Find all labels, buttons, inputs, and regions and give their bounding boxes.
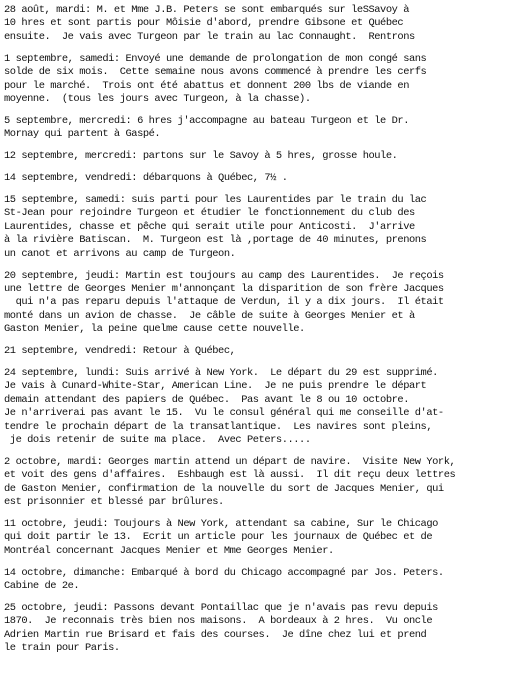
entry-line: Je n'arriverai pas avant le 15. Vu le consul général qui me conseille d'at- [4,407,444,420]
entry-line: 2 octobre, mardi: Georges martin attend un départ de navire. Visite New York, [4,455,456,468]
entry-line: 10 hres et sont partis pour Môisie d'abord, prendre Gibsone et Québec [4,17,404,30]
diary-entry [4,53,515,107]
entry-line: je dois retenir de suite ma place. Avec Peters..... [4,433,311,446]
entry-line: 24 septembre, lundi: Suis arrivé à New York. Le départ du 29 est supprimé. [4,366,438,379]
entry-line: 1 septembre, samedi: Envoyé une demande de prolongation de mon congé sans [4,52,427,65]
entry-line: moyenne. (tous les jours avec Turgeon, à la chasse). [4,92,311,105]
entry-line: ensuite. Je vais avec Turgeon par le train au lac Connaught. Rentrons [4,30,415,43]
entry-line: 20 septembre, jeudi: Martin est toujours au camp des Laurentides. Je reçois [4,269,444,282]
entry-line: St-Jean pour rejoindre Turgeon et étudier le fonctionnement du club des [4,207,415,220]
entry-line: solde de six mois. Cette semaine nous avons commencé à prendre les cerfs [4,66,427,79]
entry-line: Cabine de 2e. [4,580,80,593]
entry-line: 14 septembre, vendredi: débarquons à Québec, 7½ . [4,172,288,185]
entry-line: est prisonnier et blessé par brûlures. [4,496,224,509]
entry-line: monté dans un avion de chasse. Je câble de suite à Georges Menier et à [4,309,415,322]
entry-line: et voit des gens d'affaires. Eshbaugh est là aussi. Il dit reçu deux lettres [4,469,456,482]
entry-line: 28 août, mardi: M. et Mme J.B. Peters se sont embarqués sur leSSavoy à [4,4,409,16]
entry-line: pour le marché. Trois ont été abattus et donnent 200 lbs de viande en [4,79,409,92]
entry-line: Adrien Martin rue Brisard et fais des courses. Je dîne chez lui et prend [4,628,427,641]
entry-line: 1870. Je reconnais très bien nos maisons. A bordeaux à 2 hres. Vu oncle [4,615,433,628]
entry-line: de Gaston Menier, confirmation de la nouvelle du sort de Jacques Menier, qui [4,482,444,495]
entry-line: 21 septembre, vendredi: Retour à Québec, [4,345,236,358]
diary-entry [4,150,515,163]
entry-line: tendre le prochain départ de la transatlantique. Les navires sont pleins, [4,420,433,433]
entry-line: Mornay qui partent à Gaspé. [4,128,161,141]
entry-line: Laurentides, chasse et pêche qui serait utile pour Anticosti. J'arrive [4,220,415,233]
diary-entry [4,345,515,358]
diary-entry [4,367,515,447]
entry-line: 5 septembre, mercredi: 6 hres j'accompagne au bateau Turgeon et le Dr. [4,114,409,127]
entry-line: un canot et arrivons au camp de Turgeon. [4,247,236,260]
entry-line: qui n'a pas reparu depuis l'attaque de Verdun, il y a dix jours. Il était [4,296,444,309]
entry-line: 14 octobre, dimanche: Embarqué à bord du Chicago accompagné par Jos. Peters. [4,566,444,579]
entry-line: 11 octobre, jeudi: Toujours à New York, attendant sa cabine, Sur le Chicago [4,518,438,530]
diary-entry [4,456,515,510]
diary-entry [4,194,515,261]
diary-entry [4,602,515,656]
entry-line: à la rivière Batiscan. M. Turgeon est là ,portage de 40 minutes, prenons [4,234,427,247]
entry-line: Je vais à Cunard-White-Star, American Line. Je ne puis prendre le départ [4,380,427,393]
diary-entry [4,270,515,337]
diary-entry [4,567,515,594]
diary-entry [4,518,515,558]
entry-line: Gaston Menier, la peine quelme cause cette nouvelle. [4,323,305,336]
diary-entry [4,172,515,185]
entry-line: demain attendant des papiers de Québec. Pas avant le 8 ou 10 octobre. [4,393,409,406]
entry-line: Montréal concernant Jacques Menier et Mme Georges Menier. [4,544,334,557]
diary-entry [4,115,515,142]
diary-entry [4,4,515,44]
entry-line: 25 octobre, jeudi: Passons devant Pontaillac que je n'avais pas revu depuis [4,602,438,615]
entry-line: 12 septembre, mercredi: partons sur le Savoy à 5 hres, grosse houle. [4,150,398,163]
entry-line: 15 septembre, samedi: suis parti pour les Laurentides par le train du lac [4,193,427,206]
entry-line: qui doit partir le 13. Ecrit un article pour les journaux de Québec et de [4,531,433,544]
entry-line: une lettre de Georges Menier m'annonçant la disparition de son frère Jacques [4,282,444,295]
entry-line: le train pour Paris. [4,642,120,655]
